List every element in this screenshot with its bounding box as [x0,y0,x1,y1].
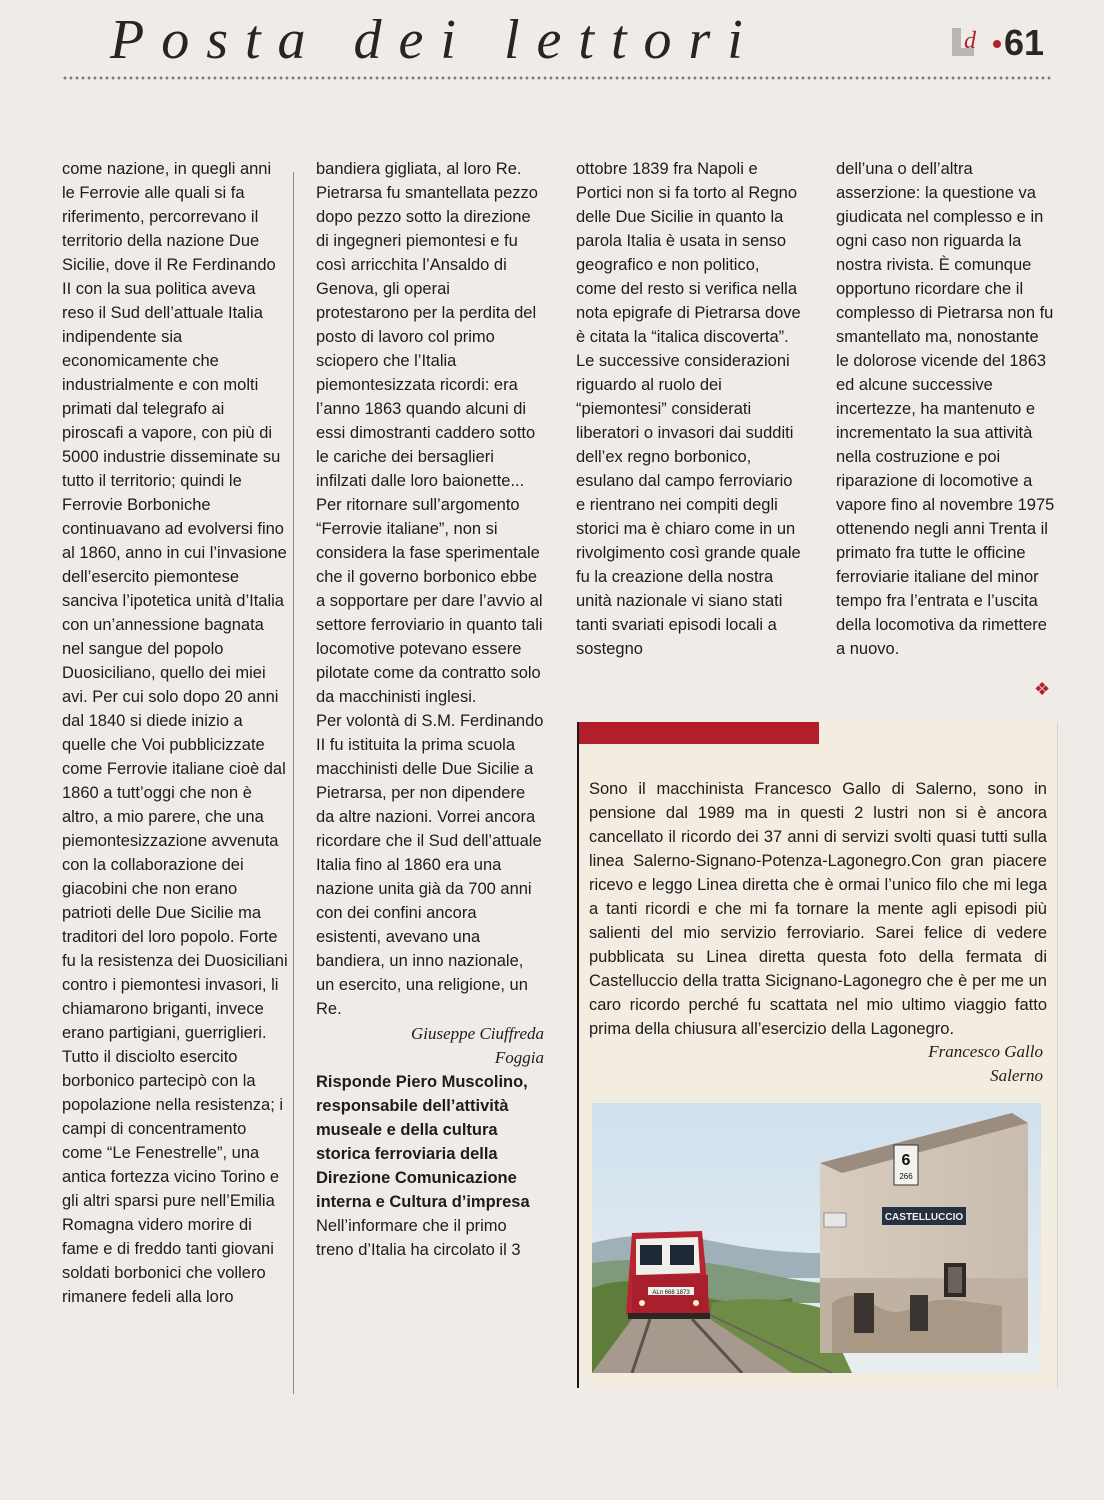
reader-signature-name: Francesco Gallo [928,1042,1043,1061]
km-sign-bottom: 266 [899,1172,913,1181]
reader-signature-city: Salerno [990,1066,1043,1085]
signature-city: Foggia [494,1048,544,1067]
reader-letter-signature [928,1040,1043,1088]
column-3-paragraph-2: Le successive considerazioni riguardo al ruolo dei “piemontesi” considerati liberatori o invasori dai sudditi dell’ex regno borbonico, esulano dal campo ferroviario e rientrano nei compiti degli storici ma è chiaro come in un rivolgimento così grande quale fu la creazione della nostra unità nazionale vi siano stati tanti svariati episodi locali a sostegno [576,352,801,658]
castelluccio-station-photo [592,1103,1041,1373]
section-title: Posta dei lettori [110,9,760,71]
column-1 [62,157,288,1309]
reader-letter-text: Sono il macchinista Francesco Gallo di Salerno, sono in pensione dal 1989 ma in questi 2 lustri non si è ancora cancellato il ricordo dei 37 anni di servizi svolti quasi tutti sulla linea Salerno-Signano-Potenza-Lagonegro.Con gran piacere ricevo e leggo Linea diretta che è ormai l’unico filo che mi lega a tanti ricordi e che mi fa tornare la mente agli episodi più salienti del mio servizio ferroviario. Sarei felice di vedere pubblicata su Linea diretta questa foto della fermata di Castelluccio della tratta Sicignano-Lagonegro che è per me un caro ricordo perché fu scattata nel mio ultimo viaggio fatto prima della chiusura all’esercizio della Lagonegro. [589,780,1047,1038]
page-number-bullet [993,40,1001,48]
column-2-paragraph-2: Per volontà di S.M. Ferdinando II fu istituita la prima scuola macchinisti delle Due Sicilie a Pietrarsa, per non dipendere da altre nazioni. Vorrei ancora ricordare che il Sud dell’attuale Italia fino al 1860 era una nazione unita già da 700 anni con dei confini ancora esistenti, avevano una bandiera, un inno nazionale, un esercito, una religione, un Re. [316,712,544,1018]
train-plate: ALn 668 1873 [652,1290,690,1296]
signature-name: Giuseppe Ciuffreda [411,1024,544,1043]
magazine-logo [948,26,988,62]
reader-letter-box [577,722,1058,1388]
column-divider [293,172,294,1394]
column-2-paragraph-1: bandiera gigliata, al loro Re. Pietrarsa fu smantellata pezzo dopo pezzo sotto la direzione di ingegneri piemontesi e fu così arricchita l’Ansaldo di Genova, gli operai protestarono per la perdita del posto di lavoro col primo sciopero che l’Italia piemontesizzata ricordi: era l’anno 1863 quando alcuni di essi dimostranti caddero sotto le cariche dei bersaglieri infilzati dalle loro baionette... Per ritornare sull’argomento “Ferrovie italiane”, non si considera la fase sperimentale che il governo borbonico ebbe a sopportare per dare l’avvio al settore ferroviario in quanto tali locomotive potevano essere pilotate come da contratto solo da macchinisti inglesi. [316,160,543,706]
column-2-paragraph-3: Nell’informare che il primo treno d’Italia ha circolato il 3 [316,1217,521,1259]
reply-heading: Risponde Piero Muscolino, responsabile dell’attività museale e della cultura storica ferroviaria della Direzione Comunicazione interna e Cultura d’impresa [316,1073,530,1211]
column-1-text: come nazione, in quegli anni le Ferrovie alle quali si fa riferimento, percorrevano il territorio della nazione Due Sicilie, dove il Re Ferdinando II con la sua politica aveva reso il Sud dell’attuale Italia indipendente sia economicamente che industrialmente e con molti primati dal telegrafo ai piroscafi a vapore, con più di 5000 industrie disseminate su tutto il territorio; quindi le Ferrovie Borboniche continuavano ad evolversi fino al 1860, anno in cui l’invasione dell’esercito piemontese sanciva l’ipotetica unità d’Italia con un’annessione bagnata nel sangue del popolo Duosiciliano, quello dei miei avi. Per cui solo dopo 20 anni dal 1840 si diede inizio a quelle che Voi pubblicizzate come Ferrovie italiane cioè dal 1860 a tutt’oggi che non è altro, a mio parere, che una piemontesizzazione avvenuta con la collaborazione dei giacobini che non erano patrioti delle Due Sicilie ma traditori del loro popolo. Forte fu la resistenza dei Duosiciliani contro i piemontesi invasori, li chiamarono briganti, invece erano partigiani, guerriglieri. Tutto il disciolto esercito borbonico partecipò con la popolazione nella resistenza; i campi di concentramento come “Le Fenestrelle”, una antica fortezza vicino Torino e gli altri sparsi pure nell’Emilia Romagna videro morire di fame e di freddo tanti giovani soldati borbonici che vollero rimanere fedeli alla loro [62,160,288,1306]
column-3-paragraph-1: ottobre 1839 fra Napoli e Portici non si fa torto al Regno delle Due Sicilie in quanto la parola Italia è usata in senso geografico e non politico, come del resto si verifica nella nota epigrafe di Pietrarsa dove è citata la “italica discoverta”. [576,160,801,346]
letter-box-accent-bar [579,722,819,744]
km-sign-top: 6 [901,1152,911,1169]
column-2 [316,157,544,1262]
logo-letter: d [964,28,976,54]
column-4 [836,157,1056,661]
header-dotted-rule [62,76,1052,80]
column-4-text: dell’una o dell’altra asserzione: la questione va giudicata nel complesso e in ogni caso non riguarda la nostra rivista. È comunque opportuno ricordare che il complesso di Pietrarsa non fu smantellato ma, nonostante le dolorose vicende del 1863 ed alcune successive incertezze, ha mantenuto e incrementato la sua attività nella costruzione e poi riparazione di locomotive a vapore fino al novembre 1975 ottenendo negli anni Trenta il primato fra tutte le officine ferroviarie italiane del minor tempo fra l’entrata e l’uscita della locomotiva da rimettere a nuovo. [836,160,1055,658]
letter-signature [316,1022,544,1070]
page-number: 61 [1004,22,1045,63]
column-3 [576,157,802,661]
end-ornament-icon: ❖ [1034,679,1051,699]
station-sign: CASTELLUCCIO [884,1212,964,1223]
